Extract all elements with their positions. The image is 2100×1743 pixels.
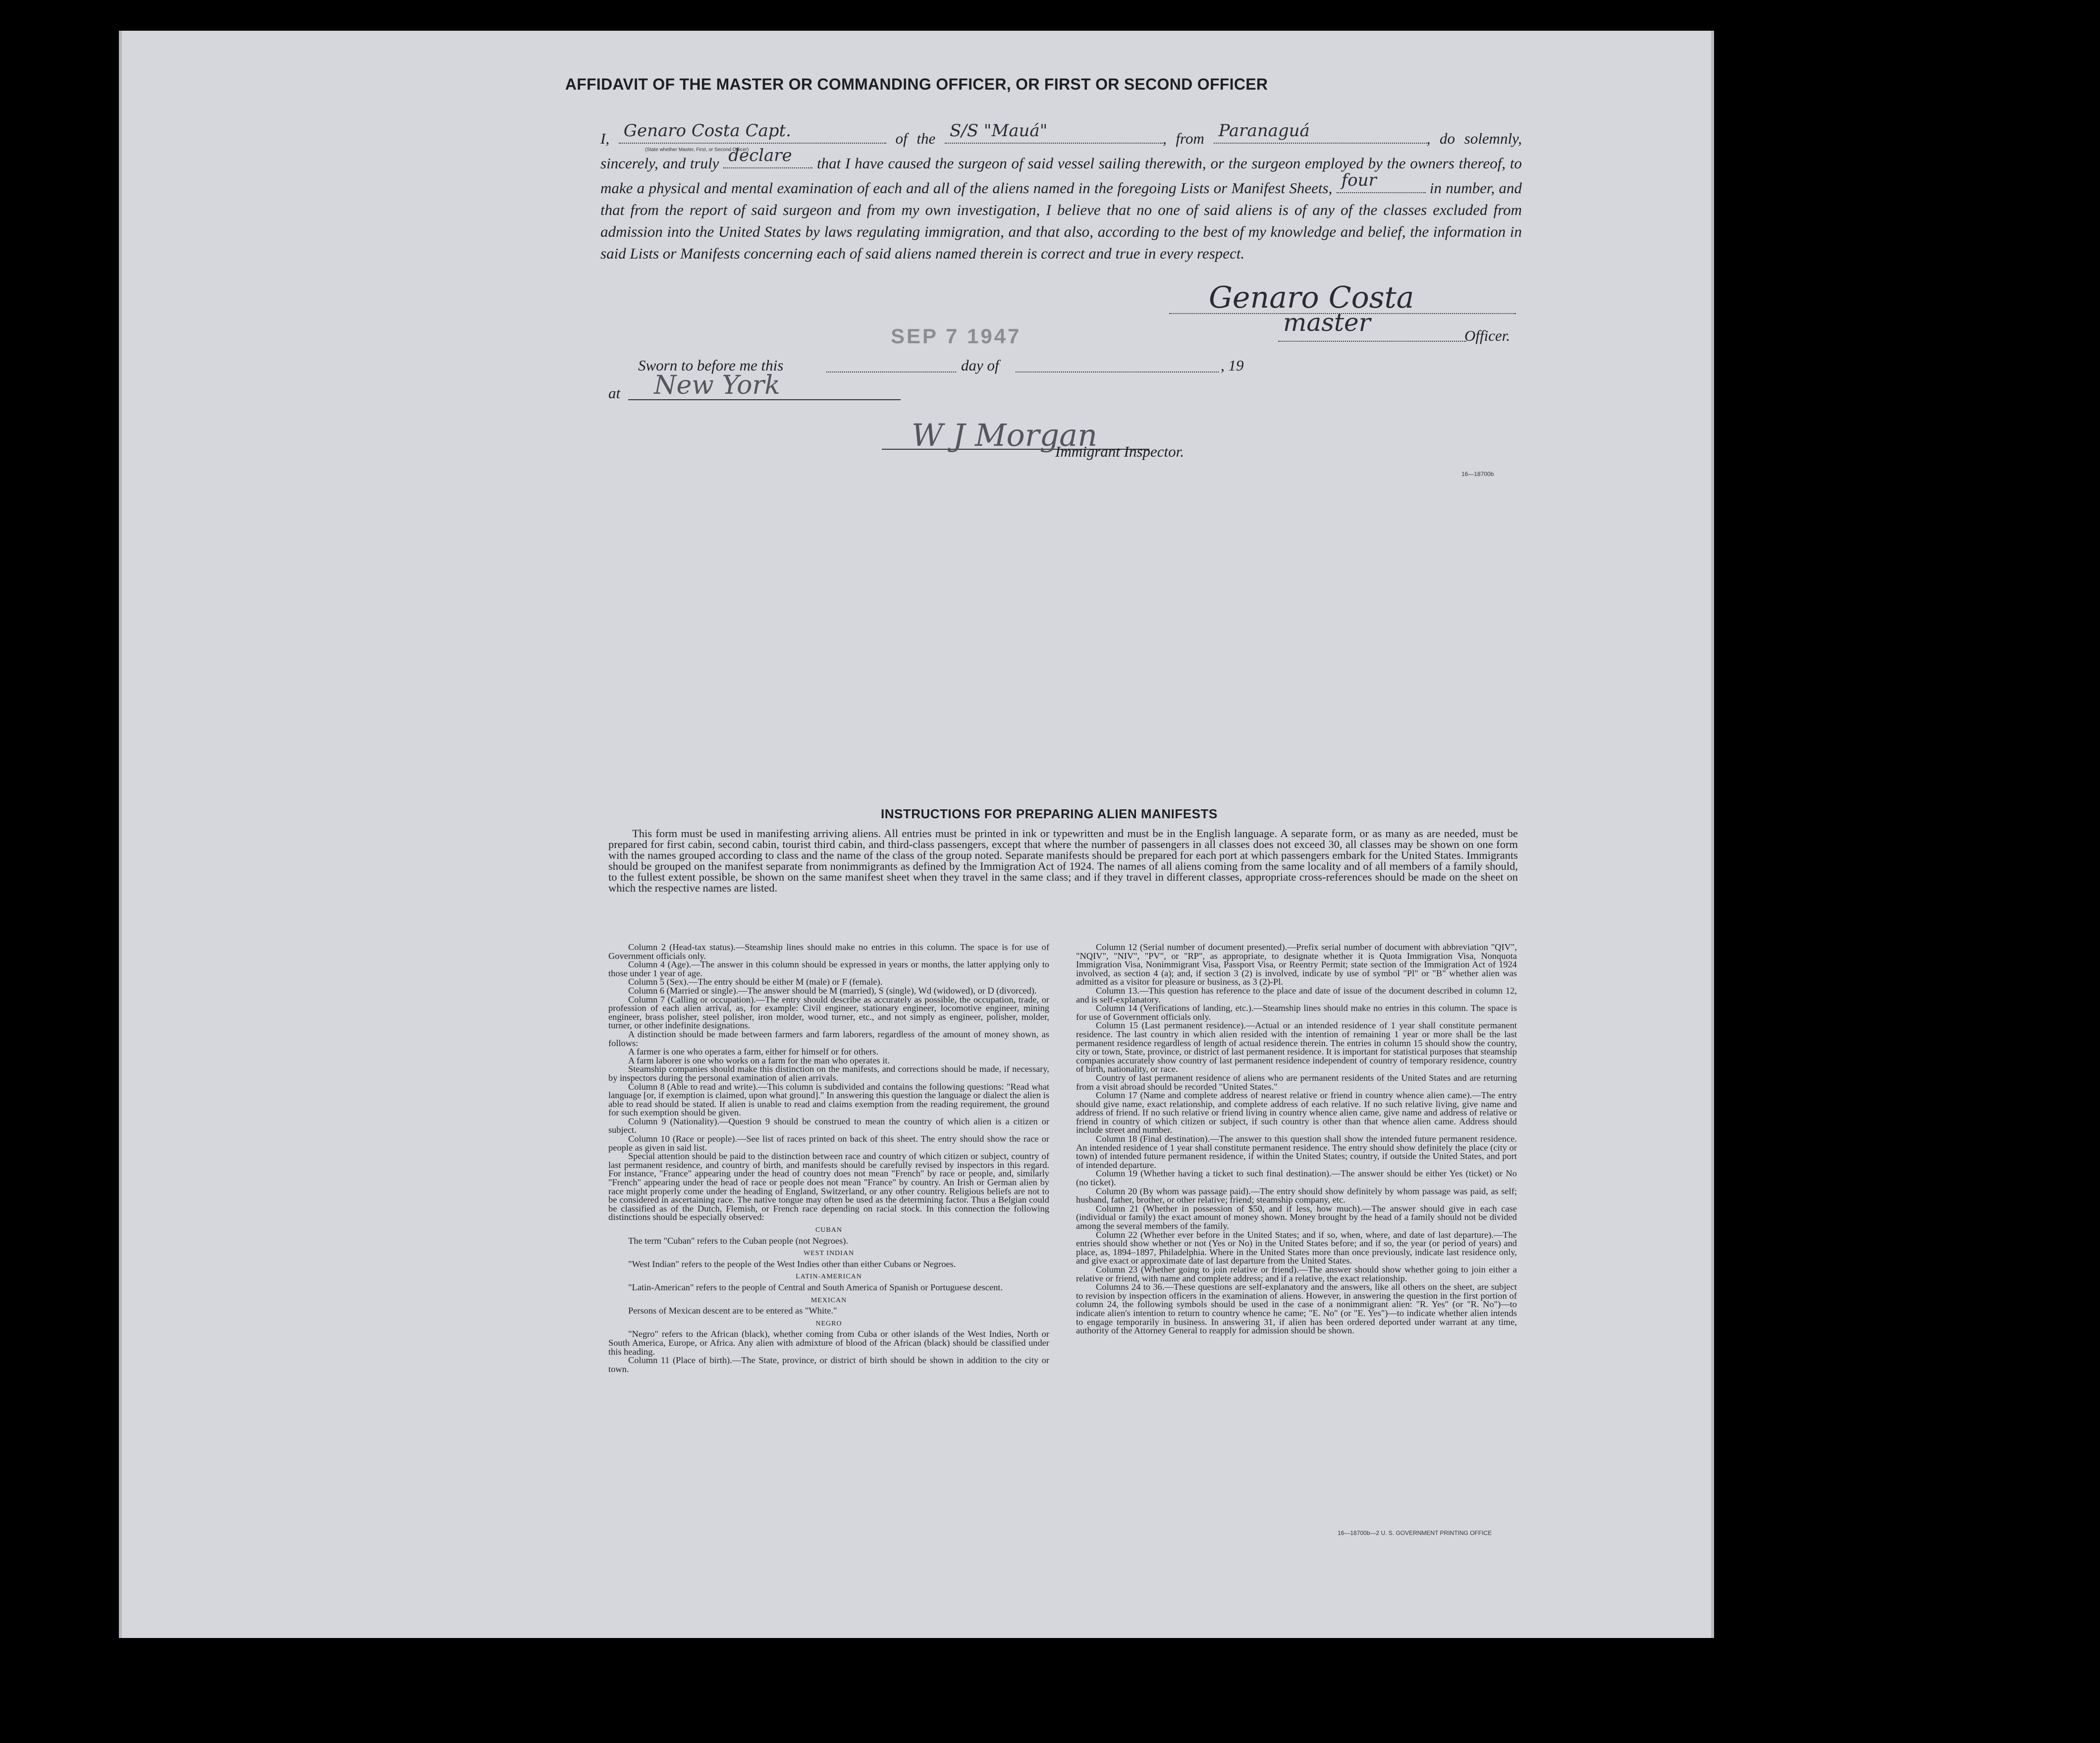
instruction-paragraph: Column 10 (Race or people).—See list of races printed on back of this sheet. The entry should show the race or people as given in said list. [608, 1134, 1049, 1153]
affidavit-title: AFFIDAVIT OF THE MASTER OR COMMANDING OFFICER, OR FIRST OR SECOND OFFICER [565, 75, 1268, 93]
date-stamp: SEP 7 1947 [891, 324, 1022, 348]
sworn-month-line [1016, 371, 1219, 372]
instruction-paragraph: Column 15 (Last permanent residence).—Actual or an intended residence of 1 year shall constitute permanent residence. The last country in which alien resided with the intention of remaining 1 year or more shall be the last permanent residence regardless of length of actual residence therein. The entries in column 15 should show the country, city or town, State, province, or district of last permanent residence. It is important for statistical purposes that steamship companies accurately show country of last permanent residence independent of country of temporary residence, country of birth, nationality, or race. [1076, 1020, 1517, 1074]
race-heading-latin-american: LATIN-AMERICAN [796, 1273, 862, 1281]
race-definition-negro: "Negro" refers to the African (black), whether coming from Cuba or other islands of the West Indies, North or South America, Europe, or Africa. Any alien with admixture of blood of the African (black) should be classified under this heading. [608, 1329, 1049, 1357]
binder-hole [1933, 1109, 1957, 1128]
at-label: at [608, 384, 621, 402]
instructions-intro: This form must be used in manifesting arriving aliens. All entries must be printed in ink or typewritten and must be in the English language. A separate form, or as many as are needed, must be prepared for first cabin, second cabin, tourist third cabin, and third-class passengers, except that where the number of passengers in all classes does not exceed 30, all classes may be shown on one form with the names grouped according to class and the name of the class of the group noted. Separate manifests should be prepared for each port at which passengers embark for the United States. Immigrants should be grouped on the manifest separate from nonimmigrants as defined by the Immigration Act of 1924. The names of all aliens coming from the same locality and of all members of a family should, to the fullest extent possible, be shown on the same manifest sheet when they travel in the same class; and if they travel in different classes, appropriate cross-references should be made on the sheet on which the respective names are listed. [608, 827, 1518, 894]
instruction-paragraph: Country of last permanent residence of aliens who are permanent residents of the United States and are returning from a visit abroad should be recorded "United States." [1076, 1072, 1517, 1092]
affidavit-body: I, Genaro Costa Capt. of the S/S "Mauá" , from Paranaguá , do solemnly, sincerely, and truly declare that I have caused the surgeon of said vessel sailing therewith, or the surgeon employed by the owners thereof, to make a physical and mental examination of each and all of the aliens named in the foregoing Lists or Manifest Sheets, four in number, and that from the report of said surgeon and from my own investigation, I believe that no one of said aliens is of any of the classes excluded from admission into the United States by laws regulating immigration, and that also, according to the best of my knowledge and belief, the information in said Lists or Manifests concerning each of said aliens named therein is correct and true in every respect. [600, 121, 1522, 262]
race-heading-west-indian: WEST INDIAN [803, 1250, 855, 1258]
race-definition-mexican: Persons of Mexican descent are to be entered as "White." [628, 1306, 837, 1316]
binder-hole [1930, 1416, 1954, 1435]
vessel-field [945, 121, 1163, 144]
instruction-paragraph: Special attention should be paid to the distinction between race and country of which citizen or subject, country of last permanent residence, and country of birth, and manifests should be carefully revised by inspectors in this regard. For instance, "France" appearing under the head of country does not mean "French" by race or people, and, similarly "French" appearing under the head of race or people does not mean "France" by country. An Irish or German alien by race might properly come under the heading of England, Switzerland, or any other country. Religious beliefs are not to be considered in ascertaining race. The native tongue may often be used as the determining factor. Thus a Belgian could be classified as of the Dutch, Flemish, or French race depending on racial stock. In this connection the following distinctions should be especially observed: [608, 1151, 1049, 1222]
binder-hole [1930, 1348, 1954, 1368]
race-heading-cuban: CUBAN [815, 1226, 842, 1234]
race-definition-west-indian: "West Indian" refers to the people of the West Indies other than either Cubans or Negroes. [628, 1259, 956, 1269]
officer-type-note: (State whether Master, First, or Second Officer) [645, 147, 749, 153]
place-handwritten: New York [654, 370, 780, 400]
instruction-paragraph: Steamship companies should make this distinction on the manifests, and corrections should be made, if necessary, by inspectors during the personal examination of alien arrivals. [608, 1064, 1049, 1083]
instruction-paragraph: Column 5 (Sex).—The entry should be either M (male) or F (female). [628, 977, 883, 987]
instruction-paragraph: Column 4 (Age).—The answer in this column should be expressed in years or months, the latter applying only to those under 1 year of age. [608, 959, 1049, 978]
form-number: 16—18700b [1461, 471, 1494, 477]
instruction-paragraph: Column 6 (Married or single).—The answer should be M (married), S (single), Wd (widowed), or D (divorced). [628, 985, 1037, 996]
page-edge-left [119, 31, 122, 1638]
port-handwritten: Paranaguá [1218, 121, 1310, 141]
officer-label: Officer. [1464, 327, 1510, 344]
sheet-count-handwritten: four [1341, 170, 1377, 190]
instruction-paragraph: Column 11 (Place of birth).—The State, province, or district of birth should be shown in addition to the city or town. [608, 1355, 1049, 1374]
instruction-paragraph: Column 14 (Verifications of landing, etc.).—Steamship lines should make no entries in this column. The space is for use of Government officials only. [1076, 1003, 1517, 1022]
race-definition-cuban: The term "Cuban" refers to the Cuban people (not Negroes). [628, 1235, 848, 1246]
instruction-paragraph: A distinction should be made between farmers and farm laborers, regardless of the amount of money shown, as follows: [608, 1029, 1049, 1048]
inspector-signature: W J Morgan [912, 417, 1098, 453]
instructions-left-column [608, 943, 1049, 1373]
race-definition-latin-american: "Latin-American" refers to the people of Central and South America of Spanish or Portuguese descent. [628, 1282, 1003, 1292]
instruction-paragraph: Columns 24 to 36.—These questions are self-explanatory and the answers, like all others on the sheet, are subject to revision by inspection officers in the examination of aliens. However, in answering the question in the first portion of column 24, the following symbols should be used in the case of a nonimmigrant alien: "R. Yes" (or "R. No")—to indicate alien's intention to return to country whence he came; "E. No" (or "E. Yes")—to indicate whether alien intends to engage temporarily in business. In answering 31, if alien has been ordered deported under warrant at any time, authority of the Attorney General to reapply for admission should be shown. [1076, 1282, 1517, 1336]
day-of-label: day of [961, 357, 999, 374]
binder-hole [1932, 520, 1956, 540]
instruction-paragraph: Column 19 (Whether having a ticket to such final destination).—The answer should be either Yes (ticket) or No (no ticket). [1076, 1168, 1517, 1188]
sworn-label: Sworn to before me this [638, 357, 784, 374]
officer-rank-signature: master [1283, 308, 1371, 337]
instruction-paragraph: Column 18 (Final destination).—The answer to this question shall show the intended future permanent residence. An intended residence of 1 year shall constitute permanent residence. The entry should show definitely the place (city or town) of intended future permanent residence, if within the United States; country, if outside the United States, and port of intended departure. [1076, 1134, 1517, 1170]
rank-line [1278, 341, 1466, 342]
binder-hole [1931, 294, 1955, 314]
instruction-paragraph: Column 22 (Whether ever before in the United States; and if so, when, where, and date of last departure).—The entries should show whether or not (Yes or No) in the United States before; and if so, the year (or period of years) and place, as, 1894–1897, Philadelphia. Where in the United States more than once previously, indicate last residence only, and give exact or approximate date of last departure from the United States. [1076, 1229, 1517, 1266]
binder-hole [1932, 598, 1956, 618]
instruction-paragraph: Column 12 (Serial number of document presented).—Prefix serial number of document with abbreviation "QIV", "NQIV", "NIV", "PV", or "RP", as appropriate, to designate whether it is Quota Immigration Visa, Nonquota Immigration Visa, Nonimmigrant Visa, Passport Visa, or Reentry Permit; state section of the Immigration Act of 1924 involved, as section 4 (a); and, if section 3 (2) is involved, indicate by use of symbol "Pl" or "B" whether alien was admitted as a visitor for pleasure or business, as 3 (2)-Pl. [1076, 942, 1517, 987]
port-field [1214, 121, 1427, 144]
vessel-handwritten: S/S "Mauá" [949, 121, 1048, 141]
instruction-paragraph: Column 2 (Head-tax status).—Steamship lines should make no entries in this column. The space is for use of Government officials only. [608, 942, 1049, 961]
race-heading-negro: NEGRO [815, 1320, 842, 1327]
inspector-label: Immigrant Inspector. [1055, 443, 1185, 460]
instructions-right-column [1076, 943, 1517, 1335]
instruction-paragraph: Column 21 (Whether in possession of $50, and if less, how much).—The answer should give in each case (individual or family) the exact amount of money shown. Money brought by the head of a family should not be divided among the several members of the family. [1076, 1203, 1517, 1231]
instruction-paragraph: Column 13.—This question has reference to the place and date of issue of the document described in column 12, and is self-explanatory. [1076, 985, 1517, 1004]
printing-office-footer: 16—18700b—2 U. S. GOVERNMENT PRINTING OFFICE [1338, 1530, 1492, 1536]
race-heading-mexican: MEXICAN [810, 1296, 847, 1304]
instruction-paragraph: A farmer is one who operates a farm, either for himself or for others. [628, 1047, 879, 1057]
instruction-paragraph: Column 9 (Nationality).—Question 9 should be construed to mean the country of which alien is a citizen or subject. [608, 1116, 1049, 1135]
sheet-count-field [1337, 170, 1426, 193]
instruction-paragraph: Column 17 (Name and complete address of nearest relative or friend in country whence alien came).—The entry should give name, exact relationship, and complete address of each relative. If no such relative living, give name and address of friend. If no such relative or friend living in country whence alien came, give name and address of relative or friend in country of which citizen or subject, if such country is other than that whence alien came. Address should include street and number. [1076, 1090, 1517, 1135]
binder-hole [1933, 1034, 1957, 1054]
instructions-title: INSTRUCTIONS FOR PREPARING ALIEN MANIFESTS [881, 806, 1218, 821]
instruction-paragraph: Column 7 (Calling or occupation).—The entry should describe as accurately as possible, the occupation, trade, or profession of each alien arrival, as, for example: Civil engineer, stationary engineer, locomotive engineer, mining engineer, brass polisher, steel polisher, iron molder, wood turner, etc., and not simply as engineer, polisher, molder, turner, or other indefinite designations. [608, 994, 1049, 1031]
officer-signature: Genaro Costa [1209, 280, 1414, 315]
master-name-handwritten: Genaro Costa Capt. [623, 121, 791, 141]
instruction-paragraph: A farm laborer is one who works on a farm for the man who operates it. [628, 1055, 890, 1065]
page-edge-right [1711, 31, 1714, 1638]
instruction-paragraph: Column 20 (By whom was passage paid).—The entry should show definitely by whom passage was paid, as self; husband, father, brother, or other relative; friend; steamship company, etc. [1076, 1186, 1517, 1205]
master-name-field [619, 121, 886, 144]
year-label: , 19 [1221, 357, 1244, 374]
instruction-paragraph: Column 23 (Whether going to join relative or friend).—The answer should show whether going to join either a relative or friend, with name and complete address; and if a relative, the exact relationship. [1076, 1264, 1517, 1283]
sworn-day-line [826, 371, 956, 372]
declare-handwritten: declare [728, 146, 792, 165]
binder-hole [1931, 218, 1955, 238]
instruction-paragraph: Column 8 (Able to read and write).—This column is subdivided and contains the following questions: "Read what language [or, if exemption is claimed, upon what ground]." In answering this question the language or dialect the alien is able to read should be stated. If alien is unable to read and claims exemption from the reading requirement, the ground for such exemption should be given. [608, 1081, 1049, 1118]
